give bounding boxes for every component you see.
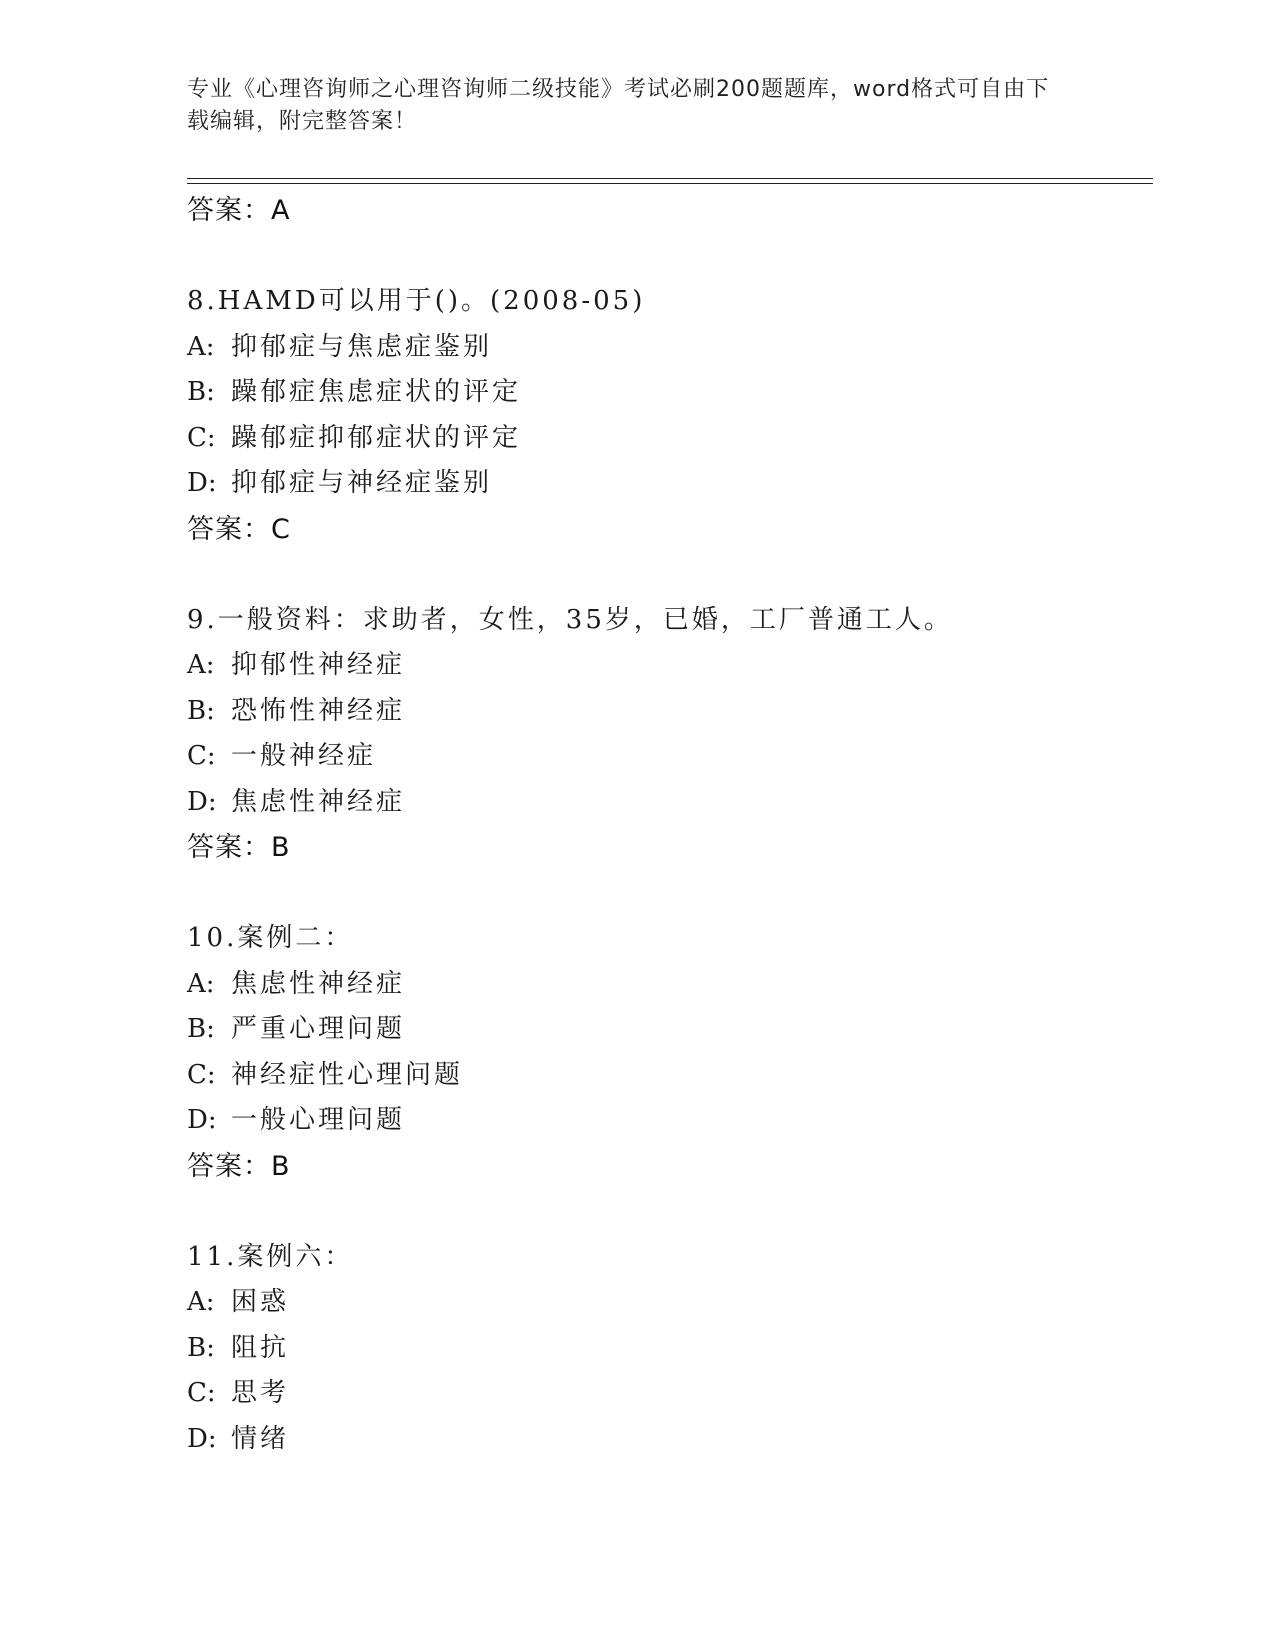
option-d [187,461,1153,507]
option-a [187,643,1153,689]
option-a [187,1280,1153,1326]
question-stem: 9.一般资料：求助者，女性，35岁，已婚，工厂普通工人。 [187,604,953,635]
option-key: D: [187,468,217,498]
question-stem: 10.案例二： [187,923,354,953]
option-text: 抑郁性神经症 [231,650,406,680]
option-d [187,1098,1153,1144]
question-8 [187,279,1153,553]
option-key: A: [187,1287,215,1317]
option-key: D: [187,1105,217,1135]
option-c [187,734,1153,780]
option-d [187,780,1153,826]
option-text: 情绪 [231,1423,290,1454]
option-c [187,1371,1153,1417]
header-rule-top [187,178,1153,179]
option-b [187,370,1153,416]
option-key: C: [187,1378,216,1408]
option-key: D: [187,1423,217,1454]
option-text: 躁郁症焦虑症状的评定 [231,377,522,407]
option-c [187,416,1153,462]
option-text: 一般心理问题 [231,1105,406,1135]
option-key: C: [187,741,216,771]
option-d [187,1417,1153,1463]
option-key: A: [187,968,215,999]
option-text: 思考 [231,1378,290,1408]
option-text: 一般神经症 [231,741,377,771]
option-text: 抑郁症与焦虑症鉴别 [231,331,493,362]
option-b [187,1007,1153,1053]
option-key: A: [187,331,215,362]
option-key: B: [187,695,215,726]
previous-answer: 答案：A [187,195,291,226]
question-answer: 答案：B [187,832,291,863]
document-header: 专业《心理咨询师之心理咨询师二级技能》考试必刷200题题库，word格式可自由下载编辑，附完整答案！ [187,77,1050,134]
question-answer: 答案：C [187,513,291,545]
question-list [187,188,1153,1462]
option-text: 躁郁症抑郁症状的评定 [231,422,522,453]
question-11 [187,1235,1153,1463]
option-key: D: [187,786,217,817]
option-a [187,962,1153,1008]
option-key: C: [187,1059,216,1090]
option-text: 抑郁症与神经症鉴别 [231,468,493,498]
option-b [187,689,1153,735]
option-text: 阻抗 [231,1332,290,1363]
question-10 [187,916,1153,1190]
option-c [187,1053,1153,1099]
option-b [187,1326,1153,1372]
question-stem: 11.案例六： [187,1241,354,1272]
question-answer: 答案：B [187,1150,291,1182]
option-text: 焦虑性神经症 [231,968,406,999]
option-a [187,325,1153,371]
option-key: B: [187,377,215,407]
option-key: C: [187,422,216,453]
option-key: A: [187,650,215,680]
question-stem: 8.HAMD可以用于()。(2008-05) [187,286,646,316]
option-key: B: [187,1332,215,1363]
option-text: 困惑 [231,1287,290,1317]
question-9 [187,598,1153,872]
option-text: 神经症性心理问题 [231,1059,464,1090]
option-key: B: [187,1014,215,1044]
header-rule-bottom [187,183,1153,184]
option-text: 恐怖性神经症 [231,695,406,726]
option-text: 严重心理问题 [231,1014,406,1044]
option-text: 焦虑性神经症 [231,786,406,817]
